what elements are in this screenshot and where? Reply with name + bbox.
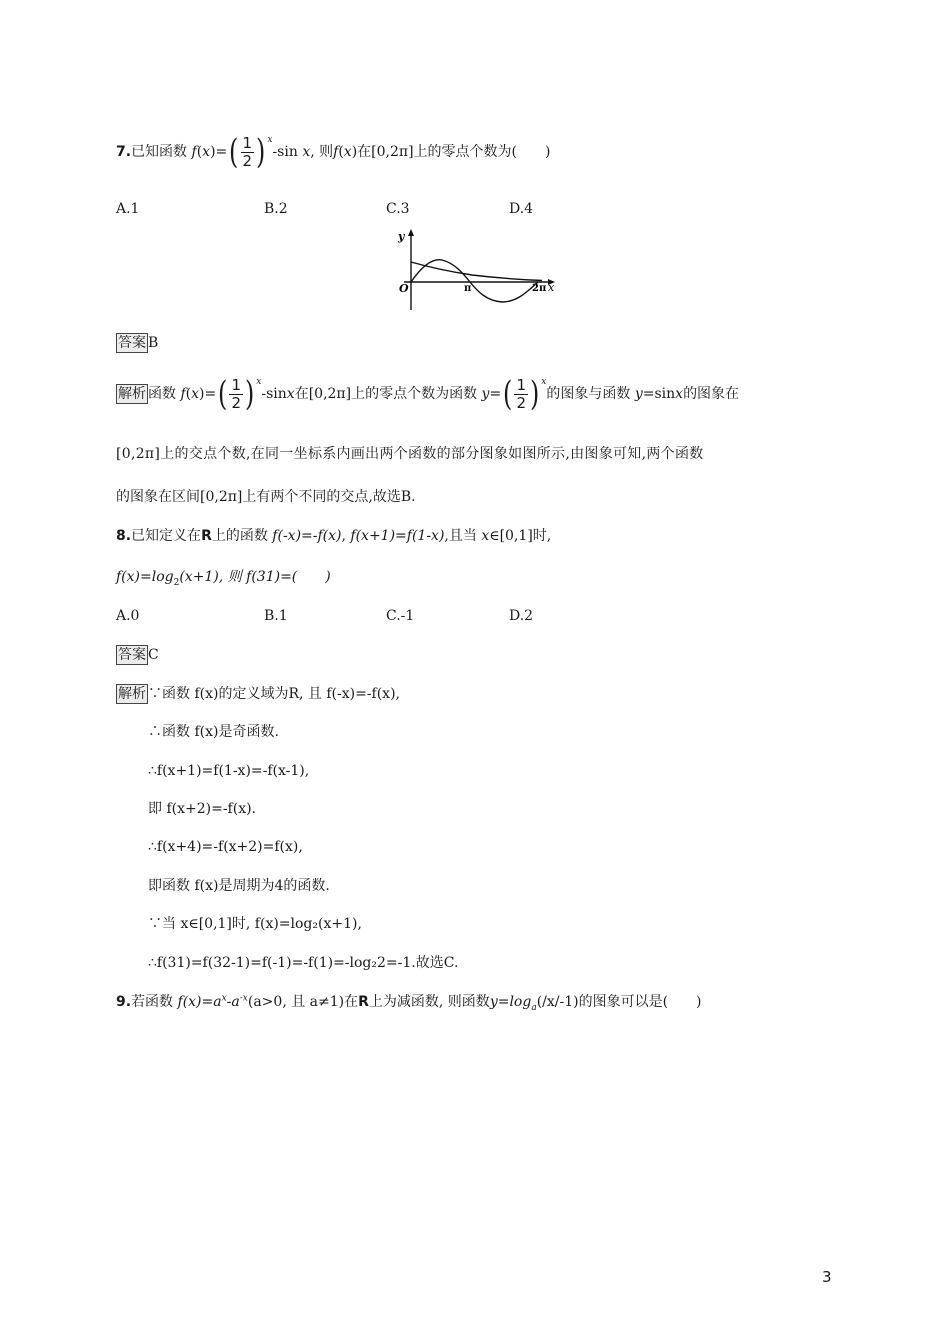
q7-option-b: B.2 (264, 201, 288, 217)
q8-analysis-step-6: 即函数 f(x)是周期为4的函数. (148, 878, 330, 894)
graph-origin-label: O (399, 282, 409, 295)
graph-y-label: y (398, 230, 405, 243)
graph-2pi-label: 2π (532, 283, 547, 294)
q8-option-d: D.2 (509, 608, 534, 624)
q7-analysis-line2: [0,2π]上的交点个数,在同一坐标系内画出两个函数的部分图象如图所示,由图象可知,两个函数 (116, 446, 704, 462)
q8-analysis-step-5: ∴f(x+4)=-f(x+2)=f(x), (148, 839, 303, 855)
sine-curve (411, 260, 538, 302)
q7-stem-a: 已知函数 (131, 144, 188, 160)
q7-function-graph (392, 226, 572, 316)
exp-curve (411, 262, 542, 281)
q9-number: 9. (116, 994, 132, 1010)
graph-x-label: x (548, 281, 555, 294)
q8-analysis-step-4: 即 f(x+2)=-f(x). (148, 801, 257, 817)
q8-analysis-step-2: ∴函数 f(x)是奇函数. (148, 724, 279, 740)
q8-option-a: A.0 (116, 608, 140, 624)
q7-option-a: A.1 (116, 201, 140, 217)
q7-answer (116, 333, 158, 353)
q8-analysis-step-3: ∴f(x+1)=f(1-x)=-f(x-1), (148, 763, 310, 779)
q8-option-b: B.1 (264, 608, 288, 624)
analysis-tag: 解析 (118, 686, 146, 702)
graph-pi-label: π (464, 283, 472, 294)
q8-answer-value: C (148, 647, 159, 663)
page-number: 3 (822, 1268, 832, 1286)
q8-analysis-step-7: ∵当 x∈[0,1]时, f(x)=log₂(x+1), (148, 916, 362, 932)
q8-analysis-step-1: 解析 ∵函数 f(x)的定义域为R, 且 f(-x)=-f(x), (118, 686, 400, 702)
q7-option-d: D.4 (509, 201, 534, 217)
q7-fraction: $\frac{1}{2}$ (242, 133, 253, 170)
answer-tag: 答案 (118, 647, 146, 663)
y-axis-arrow (408, 229, 414, 236)
q7-analysis-fraction-1: $\frac{1}{2}$ (231, 375, 242, 412)
q7-analysis-fraction-2: $\frac{1}{2}$ (516, 375, 527, 412)
q7-answer-value: B (148, 335, 159, 351)
analysis-tag: 解析 (118, 386, 146, 402)
q7-analysis-line1: 解析 函数 f(x)=( $\frac{1}{2}$ ) $^x$-sinx在[0,2π]上的零点个数为函数 y=( $\frac{1}{2}$ ) $^x$的图象与函数 y=sinx的图象在 (118, 374, 740, 414)
q7-analysis-line3: 的图象在区间[0,2π]上有两个不同的交点,故选B. (116, 489, 416, 505)
answer-tag: 答案 (118, 335, 146, 351)
q8-analysis-step-8: ∴f(31)=f(32-1)=f(-1)=-f(1)=-log₂2=-1.故选C. (148, 955, 459, 971)
q8-stem-line2: $f(x)=\log_2(x+1)$, 则 f(31)=( ) (116, 569, 331, 588)
q8-number: 8. (116, 528, 132, 544)
q9-stem: 9.若函数 $f(x)=a^x-a^{-x}(a>0$, 且 a≠1)在R上为减函数, 则函数$y=\log_a(/x/-1)$的图象可以是( ) (116, 993, 702, 1013)
q8-option-c: C.-1 (386, 608, 415, 624)
q8-stem-line1: 8.已知定义在R上的函数 f(-x)=-f(x), f(x+1)=f(1-x),且当 x∈[0,1]时, (116, 528, 552, 544)
q7-stem: 7.已知函数 f(x)=( $\frac{1}{2}$ ) $^x$-sin x, 则f(x)在[0,2π]上的零点个数为( ) (116, 132, 551, 172)
q7-number: 7. (116, 144, 132, 160)
q8-answer (116, 645, 159, 665)
q7-option-c: C.3 (386, 201, 410, 217)
